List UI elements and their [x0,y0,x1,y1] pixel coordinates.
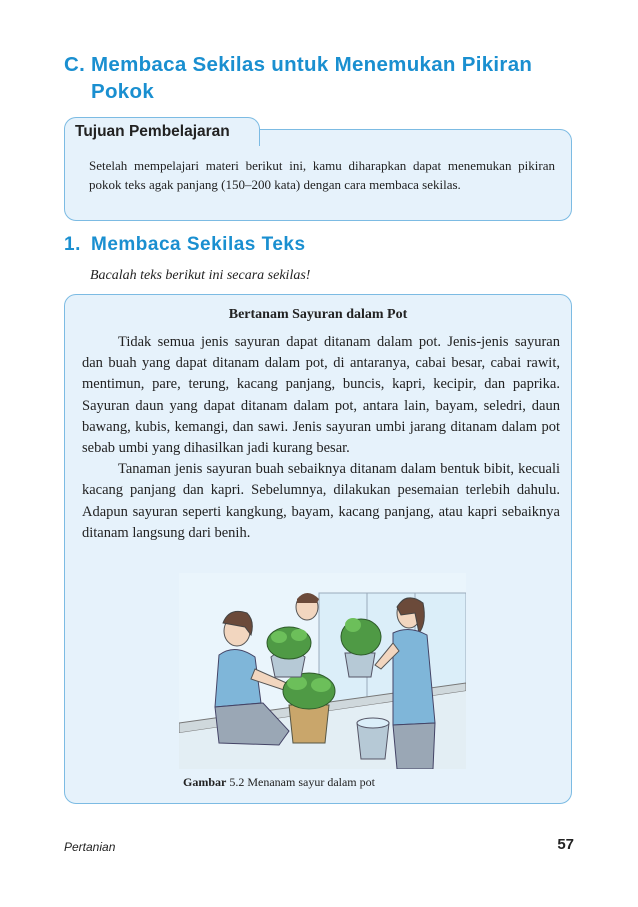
reading-text [82,332,560,544]
learning-goal-tab-joint [66,140,258,148]
section-title-line2: Pokok [91,80,155,103]
reading-title: Bertanam Sayuran dalam Pot [228,307,408,322]
section-title-line1: Membaca Sekilas untuk Menemukan Pikiran [91,53,533,76]
figure-caption-label: Gambar [183,775,227,789]
footer-book-title: Pertanian [64,840,116,854]
illustration-planting-vegetables [179,573,466,769]
reading-instruction: Bacalah teks berikut ini secara sekilas! [90,268,311,283]
learning-goal-text: Setelah mempelajari materi berikut ini, kamu diharapkan dapat menemukan pikiran pokok teks agak panjang (150–200 kata) dengan cara membaca sekilas. [89,158,555,192]
learning-goal-label: Tujuan Pembelajaran [75,123,230,140]
figure-caption [183,775,375,790]
subsection-title [64,234,306,256]
footer-page-number: 57 [557,836,574,853]
figure-caption-text: 5.2 Menanam sayur dalam pot [229,775,375,789]
subsection-title-text: Membaca Sekilas Teks [91,234,306,255]
subsection-number: 1. [64,234,81,255]
illustration-svg [179,573,466,769]
section-letter: C. [64,53,86,76]
section-title [64,51,584,105]
reading-paragraph-1: Tidak semua jenis sayuran dapat ditanam dalam pot. Jenis-jenis sayuran dan buah yang dapat ditanam dalam pot, di antaranya, cabai besar, cabai rawit, mentimun, pare, terung, kacang panjang, buncis, kapri, kecipir, dan paprika. Sayuran daun yang dapat ditanam dalam pot, antara lain, bayam, seledri, daun bawang, kubis, kemangi, dan sawi. Jenis sayuran umbi jarang ditanam dalam pot sebab umbi yang dihasilkan jadi kurang besar. [82,334,560,457]
reading-paragraph-2: Tanaman jenis sayuran buah sebaiknya ditanam dalam bentuk bibit, kecuali kacang panjang dan kapri. Sebelumnya, dilakukan pesemaian terlebih dahulu. Adapun sayuran seperti kangkung, bayam, kacang panjang, atau kapri sebaiknya ditanam langsung dari benih. [82,461,560,541]
